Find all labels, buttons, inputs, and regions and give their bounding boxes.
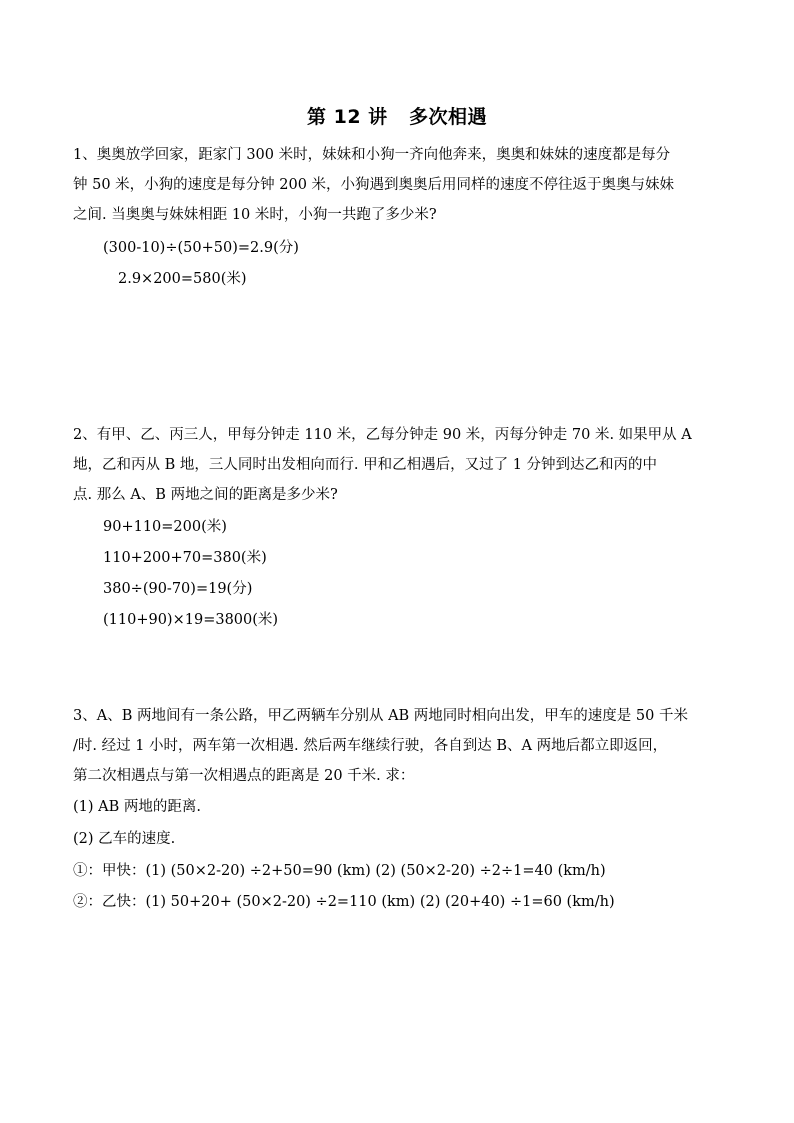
problem-2-text-line-2: 地，乙和丙从 B 地，三人同时出发相向而行. 甲和乙相遇后，又过了 1 分钟到达乙和丙的中 bbox=[73, 457, 658, 473]
problem-1-text-line-3: 之间. 当奥奥与妹妹相距 10 米时，小狗一共跑了多少米? bbox=[73, 207, 437, 223]
problem-2-solution-line-3: 380÷(90-70)=19(分) bbox=[103, 581, 253, 597]
problem-2-solution-line-4: (110+90)×19=3800(米) bbox=[103, 612, 279, 628]
problem-1-text-line-1: 1、奥奥放学回家，距家门 300 米时，妹妹和小狗一齐向他奔来，奥奥和妹妹的速度都是每分 bbox=[73, 147, 671, 163]
problem-3-text-line-1: 3、A、B 两地间有一条公路，甲乙两辆车分别从 AB 两地同时相向出发，甲车的速度是 50 千米 bbox=[73, 708, 688, 724]
problem-2-solution-line-2: 110+200+70=380(米) bbox=[103, 550, 267, 566]
problem-2-solution-line-1: 90+110=200(米) bbox=[103, 519, 227, 535]
problem-3-solution-line-1: ①：甲快：(1) (50×2-20) ÷2+50=90 (km) (2) (50×2-20) ÷2÷1=40 (km/h) bbox=[73, 863, 606, 879]
page-title: 第 12 讲 多次相遇 bbox=[306, 106, 487, 128]
problem-3-solution-line-2: ②：乙快：(1) 50+20+ (50×2-20) ÷2=110 (km) (2) (20+40) ÷1=60 (km/h) bbox=[73, 894, 615, 910]
problem-2-text-line-1: 2、有甲、乙、丙三人，甲每分钟走 110 米，乙每分钟走 90 米，丙每分钟走 70 米. 如果甲从 A bbox=[73, 427, 692, 443]
problem-3-subquestion-1: (1) AB 两地的距离. bbox=[73, 799, 201, 815]
problem-3-text-line-2: /时. 经过 1 小时，两车第一次相遇. 然后两车继续行驶，各自到达 B、A 两地后都立即返回， bbox=[73, 738, 668, 754]
problem-1-solution-line-2: 2.9×200=580(米) bbox=[118, 271, 247, 287]
problem-3-subquestion-2: (2) 乙车的速度. bbox=[73, 831, 176, 847]
problem-3-text-line-3: 第二次相遇点与第一次相遇点的距离是 20 千米. 求： bbox=[73, 768, 415, 784]
problem-1-solution-line-1: (300-10)÷(50+50)=2.9(分) bbox=[103, 240, 299, 256]
problem-1-text-line-2: 钟 50 米，小狗的速度是每分钟 200 米，小狗遇到奥奥后用同样的速度不停往返于奥奥与妹妹 bbox=[73, 177, 675, 193]
problem-2-text-line-3: 点. 那么 A、B 两地之间的距离是多少米? bbox=[73, 487, 338, 503]
